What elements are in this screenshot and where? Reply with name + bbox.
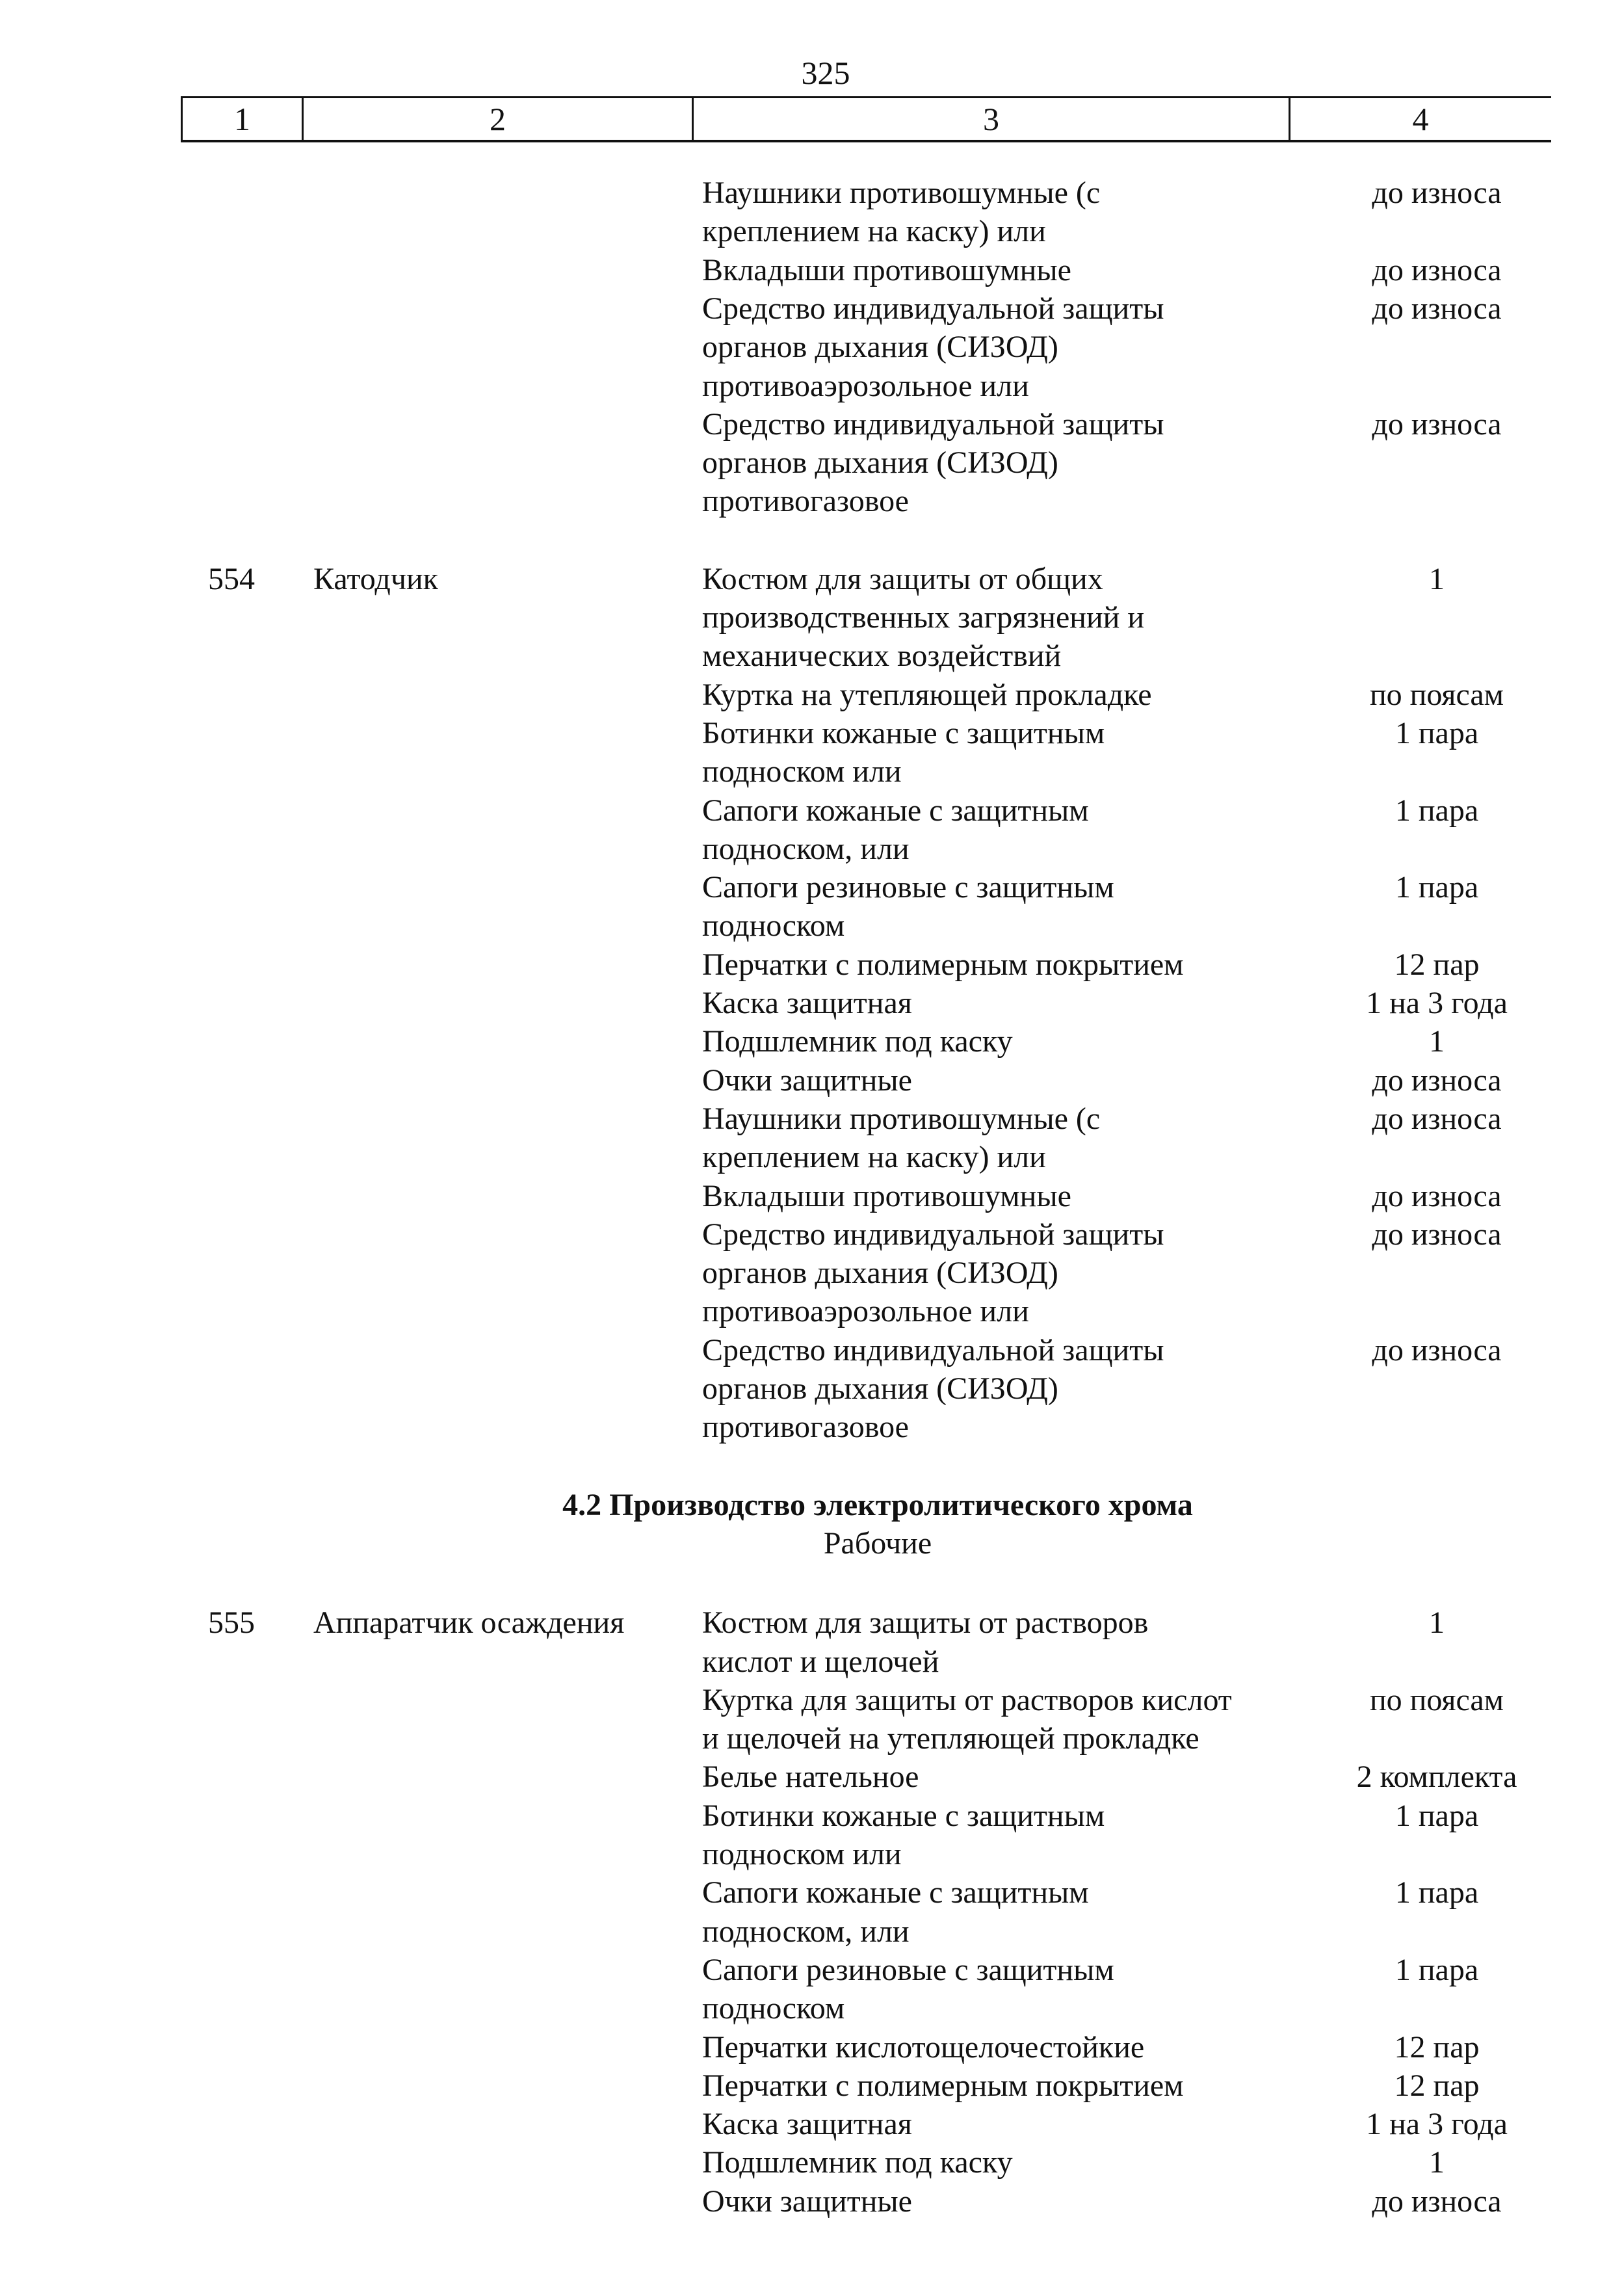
column-header-1: 1: [183, 98, 304, 140]
entry-554-item-13-line-1: Средство индивидуальной защиты: [702, 1332, 1164, 1367]
entry-554-item-3-line-2: подноском или: [702, 754, 902, 789]
entry-554-item-7-line-1: Каска защитная: [702, 986, 912, 1020]
entry-555-item-6-line-2: подноском: [702, 1991, 845, 2026]
entry-554-item-8-line-1: Подшлемник под каску: [702, 1024, 1013, 1059]
entry-554-item-13-line-3: противогазовое: [702, 1410, 909, 1445]
column-header-3: 3: [694, 98, 1290, 140]
cont-item-3-line-2: органов дыхания (СИЗОД): [702, 330, 1058, 365]
entry-554-item-6-line-1: Перчатки с полимерным покрытием: [702, 947, 1184, 982]
entry-554-item-9-line-1: Очки защитные: [702, 1062, 912, 1098]
column-header-row: [181, 96, 1551, 142]
entry-555-norm-4: 1 пара: [1395, 1798, 1479, 1833]
entry-555-item-5-line-1: Сапоги кожаные с защитным: [702, 1875, 1089, 1910]
entry-555-item-1-line-2: кислот и щелочей: [702, 1644, 939, 1679]
entry-555-item-4-line-2: подноском или: [702, 1837, 902, 1871]
entry-555-item-9-line-1: Каска защитная: [702, 2107, 912, 2142]
entry-555-norm-8: 12 пар: [1394, 2068, 1480, 2103]
cont-norm-3: до износа: [1372, 291, 1502, 326]
page-number: 325: [801, 55, 850, 91]
cont-norm-2: до износа: [1372, 252, 1502, 287]
entry-555-norm-6: 1 пара: [1395, 1952, 1479, 1987]
entry-555-item-2-line-1: Куртка для защиты от растворов кислот: [702, 1682, 1232, 1717]
entry-554-norm-2: по поясам: [1369, 677, 1504, 712]
entry-554-norm-7: 1 на 3 года: [1366, 986, 1508, 1020]
entry-554-item-10-line-1: Наушники противошумные (с: [702, 1101, 1101, 1136]
entry-555-item-10-line-1: Подшлемник под каску: [702, 2145, 1013, 2180]
entry-554-norm-6: 12 пар: [1394, 947, 1480, 982]
cont-item-2-line-1: Вкладыши противошумные: [702, 252, 1071, 287]
entry-554-item-1-line-1: Костюм для защиты от общих: [702, 561, 1103, 596]
entry-555-number: 555: [208, 1605, 255, 1641]
entry-555-item-7-line-1: Перчатки кислотощелочестойкие: [702, 2029, 1145, 2065]
entry-554-norm-12: до износа: [1372, 1217, 1502, 1252]
entry-555-norm-2: по поясам: [1369, 1682, 1504, 1717]
entry-555-item-8-line-1: Перчатки с полимерным покрытием: [702, 2068, 1184, 2103]
entry-554-number: 554: [208, 561, 255, 596]
entry-554-item-10-line-2: креплением на каску) или: [702, 1140, 1046, 1175]
column-header-4: 4: [1412, 101, 1429, 137]
entry-555-item-6-line-1: Сапоги резиновые с защитным: [702, 1952, 1114, 1987]
entry-555-norm-9: 1 на 3 года: [1366, 2107, 1508, 2142]
entry-554-item-13-line-2: органов дыхания (СИЗОД): [702, 1371, 1058, 1406]
entry-554-item-12-line-1: Средство индивидуальной защиты: [702, 1217, 1164, 1252]
entry-554-item-11-line-1: Вкладыши противошумные: [702, 1178, 1071, 1213]
column-header-2: 2: [304, 98, 694, 140]
cont-norm-1: до износа: [1372, 176, 1502, 210]
cont-item-1-line-1: Наушники противошумные (с: [702, 176, 1101, 210]
entry-554-norm-1: 1: [1429, 561, 1445, 596]
entry-555-item-1-line-1: Костюм для защиты от растворов: [702, 1605, 1149, 1641]
entry-554-norm-9: до износа: [1372, 1062, 1502, 1098]
entry-554-norm-5: 1 пара: [1395, 870, 1479, 905]
cont-norm-4: до износа: [1372, 406, 1502, 442]
entry-554-item-4-line-2: подноском, или: [702, 831, 910, 866]
entry-555-norm-11: до износа: [1372, 2184, 1502, 2219]
cont-item-3-line-3: противоаэрозольное или: [702, 368, 1029, 403]
entry-554-item-1-line-2: производственных загрязнений и: [702, 600, 1145, 635]
entry-555-item-5-line-2: подноском, или: [702, 1914, 910, 1949]
entry-555-item-11-line-1: Очки защитные: [702, 2184, 912, 2219]
entry-554-norm-8: 1: [1429, 1024, 1445, 1059]
entry-555-item-4-line-1: Ботинки кожаные с защитным: [702, 1798, 1105, 1833]
entry-555-norm-3: 2 комплекта: [1356, 1760, 1517, 1795]
entry-554-item-12-line-3: противоаэрозольное или: [702, 1294, 1029, 1329]
entry-554-item-4-line-1: Сапоги кожаные с защитным: [702, 793, 1089, 828]
entry-554-item-5-line-2: подноском: [702, 908, 845, 943]
section-title: 4.2 Производство электролитического хрома: [562, 1487, 1193, 1522]
entry-554-item-2-line-1: Куртка на утепляющей прокладке: [702, 677, 1152, 712]
entry-554-item-12-line-2: органов дыхания (СИЗОД): [702, 1256, 1058, 1291]
entry-555-norm-1: 1: [1429, 1605, 1445, 1641]
entry-555-profession: Аппаратчик осаждения: [313, 1605, 625, 1641]
entry-554-profession: Катодчик: [313, 561, 438, 596]
entry-555-item-2-line-2: и щелочей на утепляющей прокладке: [702, 1721, 1199, 1756]
entry-554-norm-13: до износа: [1372, 1332, 1502, 1367]
entry-554-norm-4: 1 пара: [1395, 793, 1479, 828]
cont-item-3-line-1: Средство индивидуальной защиты: [702, 291, 1164, 326]
cont-item-4-line-2: органов дыхания (СИЗОД): [702, 445, 1058, 481]
section-subtitle: Рабочие: [823, 1525, 932, 1561]
entry-555-item-3-line-1: Белье нательное: [702, 1760, 919, 1795]
entry-555-norm-5: 1 пара: [1395, 1875, 1479, 1910]
entry-554-item-5-line-1: Сапоги резиновые с защитным: [702, 870, 1114, 905]
cont-item-4-line-3: противогазовое: [702, 484, 909, 519]
entry-554-norm-3: 1 пара: [1395, 715, 1479, 750]
entry-554-item-3-line-1: Ботинки кожаные с защитным: [702, 715, 1105, 750]
cont-item-4-line-1: Средство индивидуальной защиты: [702, 406, 1164, 442]
entry-555-norm-10: 1: [1429, 2145, 1445, 2180]
entry-554-item-1-line-3: механических воздействий: [702, 639, 1062, 674]
entry-554-norm-10: до износа: [1372, 1101, 1502, 1136]
entry-554-norm-11: до износа: [1372, 1178, 1502, 1213]
cont-item-1-line-2: креплением на каску) или: [702, 214, 1046, 249]
entry-555-norm-7: 12 пар: [1394, 2029, 1480, 2065]
